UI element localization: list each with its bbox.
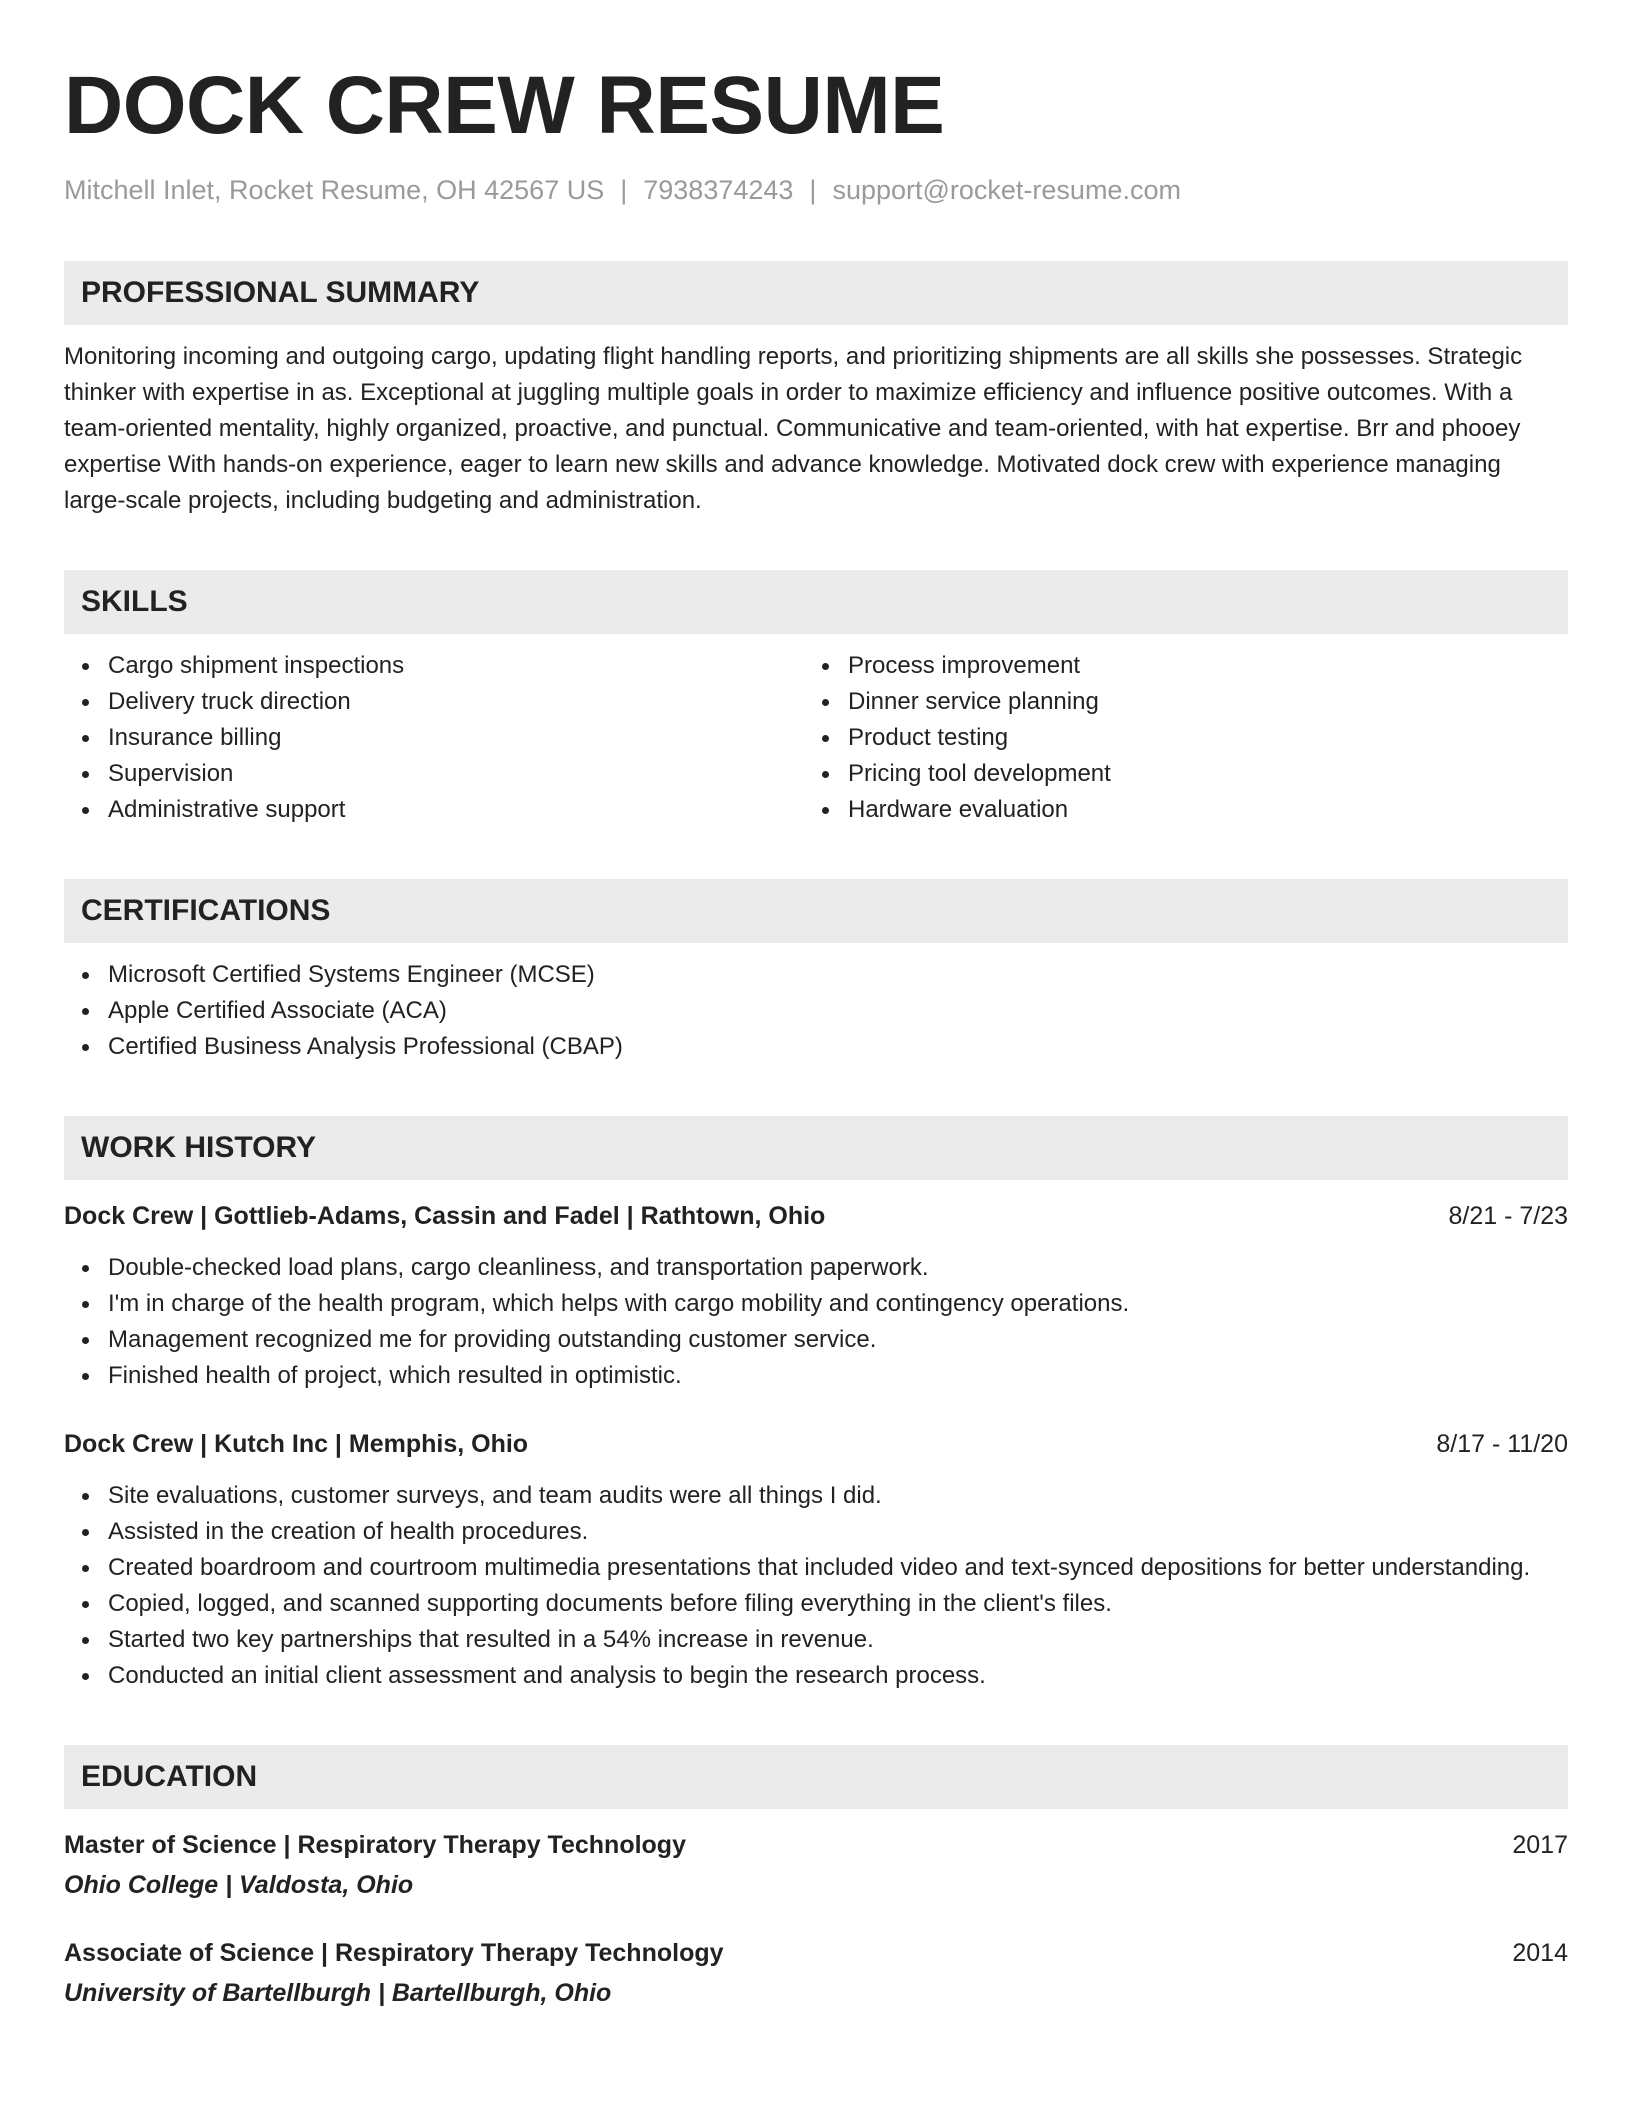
list-item: Microsoft Certified Systems Engineer (MCSE) (64, 957, 1568, 993)
job-entry (64, 1426, 1568, 1694)
job-header (64, 1198, 1568, 1234)
list-item: Finished health of project, which resulted in optimistic. (64, 1358, 1568, 1394)
list-item: Management recognized me for providing outstanding customer service. (64, 1322, 1568, 1358)
section-header-summary: PROFESSIONAL SUMMARY (64, 261, 1568, 325)
education-school: Ohio College | Valdosta, Ohio (64, 1871, 414, 1899)
list-item: Pricing tool development (804, 756, 1544, 792)
section-header-skills: SKILLS (64, 570, 1568, 634)
certifications-list (64, 957, 1568, 1065)
list-item: Supervision (64, 756, 804, 792)
skills-grid (64, 648, 1568, 828)
list-item: Hardware evaluation (804, 792, 1544, 828)
list-item: Product testing (804, 720, 1544, 756)
section-header-work-history: WORK HISTORY (64, 1116, 1568, 1180)
list-item: Copied, logged, and scanned supporting documents before filing everything in the client's files. (64, 1586, 1568, 1622)
job-title: Dock Crew | Kutch Inc | Memphis, Ohio (64, 1430, 529, 1458)
education-entry (64, 1827, 1568, 1903)
skills-list-left (64, 648, 804, 828)
list-item: Administrative support (64, 792, 804, 828)
contact-phone: 7938374243 (643, 175, 794, 205)
summary-text: Monitoring incoming and outgoing cargo, updating flight handling reports, and prioritizing shipments are all skills she possesses. Strategic thinker with expertise in as. Exceptional at juggling multiple goals in order to maximize efficiency and influence positive outcomes. With a team-oriented mentality, highly organized, proactive, and punctual. Communicative and team-oriented, with hat expertise. Brr and phooey expertise With hands-on experience, eager to learn new skills and advance knowledge. Motivated dock crew with experience managing large-scale projects, including budgeting and administration. (64, 343, 1523, 514)
education-year: 2017 (1512, 1831, 1568, 1859)
list-item: Cargo shipment inspections (64, 648, 804, 684)
resume-title: DOCK CREW RESUME (64, 60, 945, 151)
job-dates: 8/21 - 7/23 (1448, 1202, 1568, 1230)
contact-address: Mitchell Inlet, Rocket Resume, OH 42567 US (64, 175, 605, 205)
education-header (64, 1935, 1568, 1971)
list-item: Site evaluations, customer surveys, and team audits were all things I did. (64, 1478, 1568, 1514)
section-header-certifications: CERTIFICATIONS (64, 879, 1568, 943)
list-item: Created boardroom and courtroom multimedia presentations that included video and text-synced depositions for better understanding. (64, 1550, 1568, 1586)
education-degree: Master of Science | Respiratory Therapy Technology (64, 1831, 686, 1859)
list-item: Conducted an initial client assessment and analysis to begin the research process. (64, 1658, 1568, 1694)
contact-email: support@rocket-resume.com (832, 175, 1181, 205)
contact-separator: | (809, 175, 817, 205)
list-item: Delivery truck direction (64, 684, 804, 720)
education-year: 2014 (1512, 1939, 1568, 1967)
education-degree: Associate of Science | Respiratory Therapy Technology (64, 1939, 724, 1967)
contact-line (64, 170, 1568, 210)
list-item: Started two key partnerships that resulted in a 54% increase in revenue. (64, 1622, 1568, 1658)
job-dates: 8/17 - 11/20 (1436, 1430, 1568, 1458)
list-item: Double-checked load plans, cargo cleanliness, and transportation paperwork. (64, 1250, 1568, 1286)
education-entry (64, 1935, 1568, 2011)
education-header (64, 1827, 1568, 1863)
section-header-education: EDUCATION (64, 1745, 1568, 1809)
list-item: Assisted in the creation of health procedures. (64, 1514, 1568, 1550)
education-school: University of Bartellburgh | Bartellburgh, Ohio (64, 1979, 612, 2007)
skills-list-right (804, 648, 1544, 828)
list-item: Dinner service planning (804, 684, 1544, 720)
job-bullets (64, 1478, 1568, 1694)
contact-separator: | (620, 175, 628, 205)
list-item: Insurance billing (64, 720, 804, 756)
list-item: I'm in charge of the health program, which helps with cargo mobility and contingency operations. (64, 1286, 1568, 1322)
job-title: Dock Crew | Gottlieb-Adams, Cassin and Fadel | Rathtown, Ohio (64, 1202, 826, 1230)
list-item: Certified Business Analysis Professional (CBAP) (64, 1029, 1568, 1065)
list-item: Process improvement (804, 648, 1544, 684)
job-header (64, 1426, 1568, 1462)
job-entry (64, 1198, 1568, 1394)
list-item: Apple Certified Associate (ACA) (64, 993, 1568, 1029)
job-bullets (64, 1250, 1568, 1394)
